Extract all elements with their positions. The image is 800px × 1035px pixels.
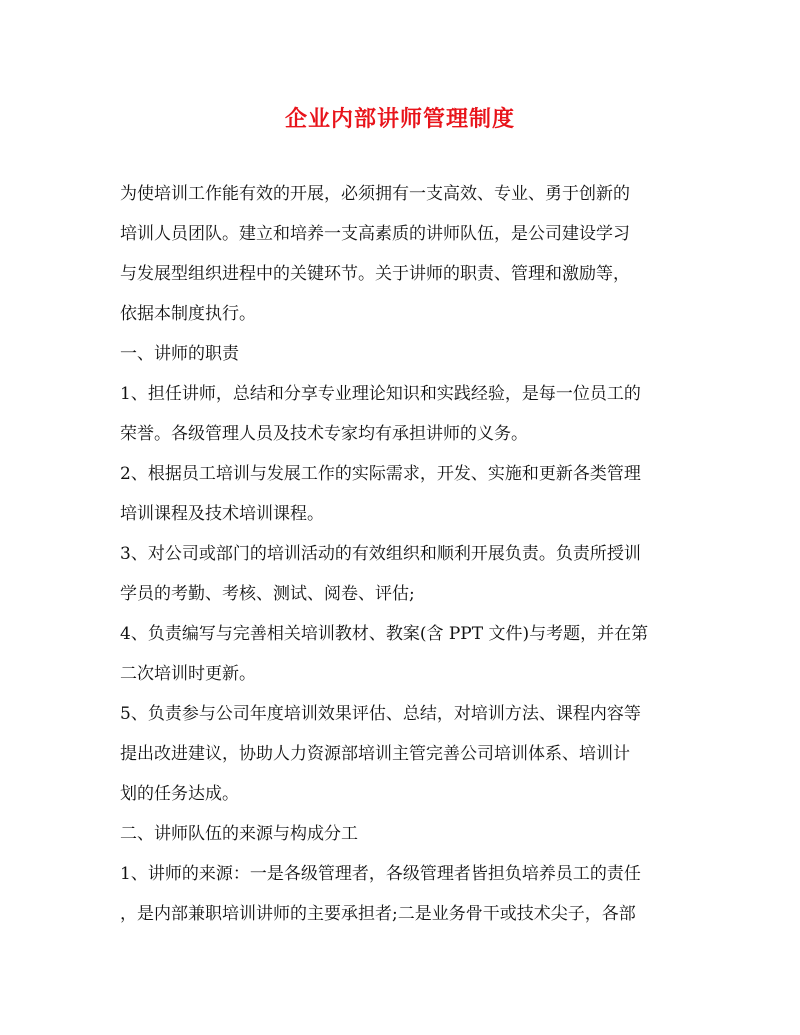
paragraph-line: ，是内部兼职培训讲师的主要承担者;二是业务骨干或技术尖子，各部 xyxy=(120,904,636,924)
paragraph-line: 划的任务达成。 xyxy=(120,784,239,804)
section-heading: 一、讲师的职责 xyxy=(120,344,239,364)
paragraph-line: 提出改进建议，协助人力资源部培训主管完善公司培训体系、培训计 xyxy=(120,744,630,764)
paragraph-line: 3、对公司或部门的培训活动的有效组织和顺利开展负责。负责所授训 xyxy=(120,544,641,564)
paragraph-line: 二次培训时更新。 xyxy=(120,664,256,684)
section-heading: 二、讲师队伍的来源与构成分工 xyxy=(120,824,358,844)
paragraph-line: 依据本制度执行。 xyxy=(120,304,256,324)
paragraph-line: 为使培训工作能有效的开展，必须拥有一支高效、专业、勇于创新的 xyxy=(120,184,630,204)
paragraph-line: 5、负责参与公司年度培训效果评估、总结，对培训方法、课程内容等 xyxy=(120,704,641,724)
paragraph-line: 与发展型组织进程中的关键环节。关于讲师的职责、管理和激励等， xyxy=(120,264,630,284)
paragraph-line: 荣誉。各级管理人员及技术专家均有承担讲师的义务。 xyxy=(120,424,528,444)
paragraph-line: 1、讲师的来源：一是各级管理者，各级管理者皆担负培养员工的责任 xyxy=(120,864,641,884)
paragraph-line: 1、担任讲师，总结和分享专业理论知识和实践经验，是每一位员工的 xyxy=(120,384,641,404)
document-title: 企业内部讲师管理制度 xyxy=(284,106,515,132)
paragraph-line: 学员的考勤、考核、测试、阅卷、评估; xyxy=(120,584,415,604)
paragraph-line: 培训课程及技术培训课程。 xyxy=(120,504,324,524)
paragraph-line: 4、负责编写与完善相关培训教材、教案(含 PPT 文件)与考题，并在第 xyxy=(120,624,649,644)
document-body xyxy=(120,174,680,934)
paragraph-line: 培训人员团队。建立和培养一支高素质的讲师队伍，是公司建设学习 xyxy=(120,224,630,244)
paragraph-line: 2、根据员工培训与发展工作的实际需求，开发、实施和更新各类管理 xyxy=(120,464,641,484)
